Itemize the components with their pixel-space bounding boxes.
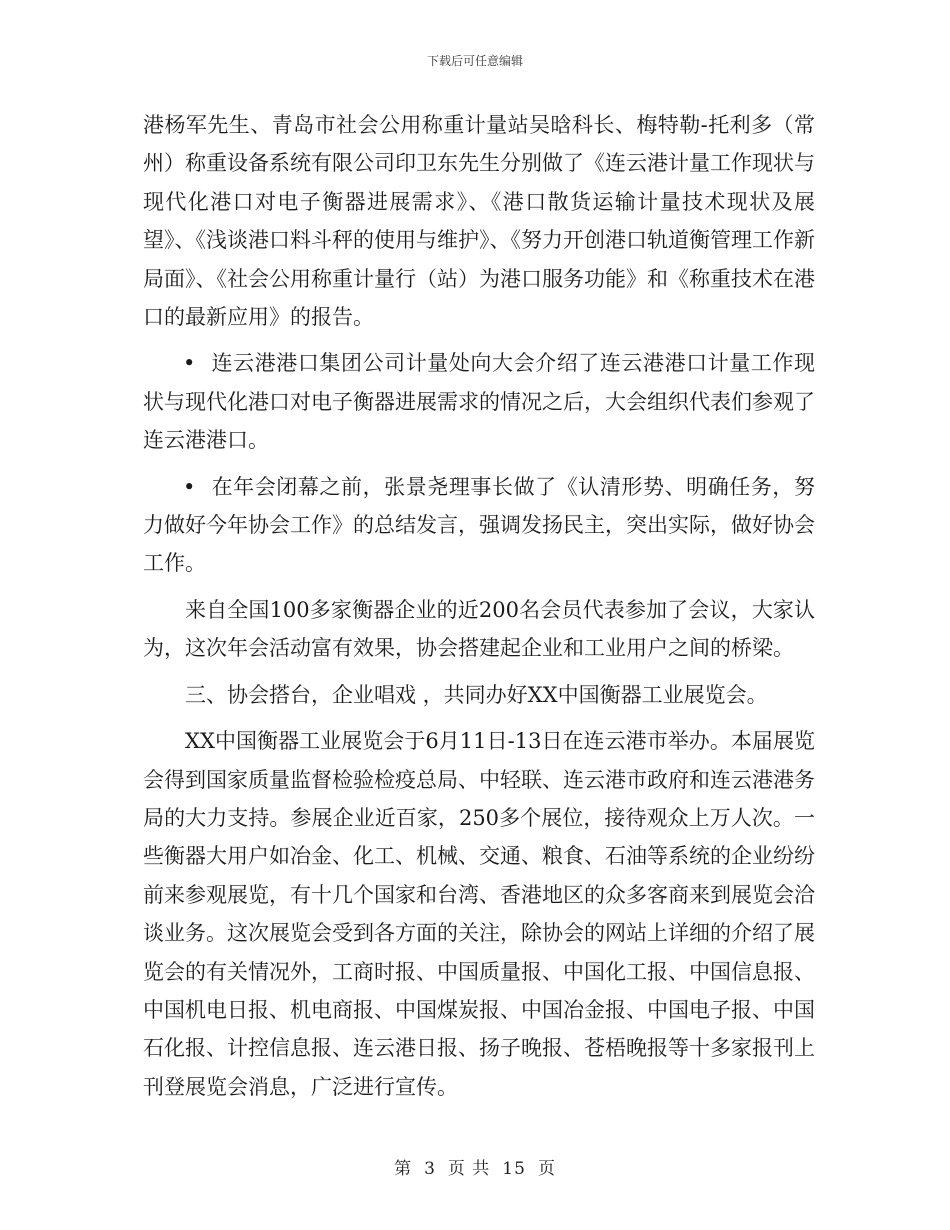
footer-prefix: 第 [394,1159,413,1179]
footer-middle: 页 共 [447,1159,491,1179]
footer-current-page: 3 [424,1159,436,1179]
bullet-text-closing-speech: 在年会闭幕之前，张景尧理事长做了《认清形势、明确任务，努力做好今年协会工作》的总结发言，强调发扬民主，突出实际，做好协会工作。 [143,474,815,576]
section-heading-exhibition: 三、协会搭台，企业唱戏 ，共同办好XX中国衡器工业展览会。 [185,682,768,707]
footer-suffix: 页 [537,1159,556,1179]
bullet-item-port-visit [143,344,815,459]
document-body [143,106,815,1106]
page-footer [0,1154,950,1179]
bullet-icon: • [183,474,196,499]
page-header [0,52,950,69]
paragraph-attendance: 来自全国100多家衡器企业的近200名会员代表参加了会议，大家认为，这次年会活动富有效果，协会搭建起企业和工业用户之间的桥梁。 [143,597,815,661]
bullet-icon: • [183,351,196,376]
paragraph-reports: 港杨军先生、青岛市社会公用称重计量站吴晗科长、梅特勒-托利多（常州）称重设备系统有限公司印卫东先生分别做了《连云港计量工作现状与现代化港口对电子衡器进展需求》、《港口散货运输计量技术现状及展望》、《浅谈港口料斗秤的使用与维护》、《努力开创港口轨道衡管理工作新局面》、《社会公用称重计量行（站）为港口服务功能》和《称重技术在港口的最新应用》的报告。 [143,113,815,330]
bullet-text-port-visit: 连云港港口集团公司计量处向大会介绍了连云港港口计量工作现状与现代化港口对电子衡器进展需求的情况之后，大会组织代表们参观了连云港港口。 [143,351,815,453]
header-note: 下载后可任意编辑 [426,54,523,68]
footer-total-pages: 15 [502,1159,526,1179]
paragraph-exhibition: XX中国衡器工业展览会于6月11日-13日在连云港市举办。本届展览会得到国家质量监督检验检疫总局、中轻联、连云港市政府和连云港港务局的大力支持。参展企业近百家，250多个展位，接待观众上万人次。一些衡器大用户如冶金、化工、机械、交通、粮食、石油等系统的企业纷纷前来参观展览，有十几个国家和台湾、香港地区的众多客商来到展览会洽谈业务。这次展览会受到各方面的关注，除协会的网站上详细的介绍了展览会的有关情况外，工商时报、中国质量报、中国化工报、中国信息报、中国机电日报、机电商报、中国煤炭报、中国冶金报、中国电子报、中国石化报、计控信息报、连云港日报、扬子晚报、苍梧晚报等十多家报刊上刊登展览会消息，广泛进行宣传。 [143,729,815,1099]
bullet-item-closing-speech [143,468,815,583]
